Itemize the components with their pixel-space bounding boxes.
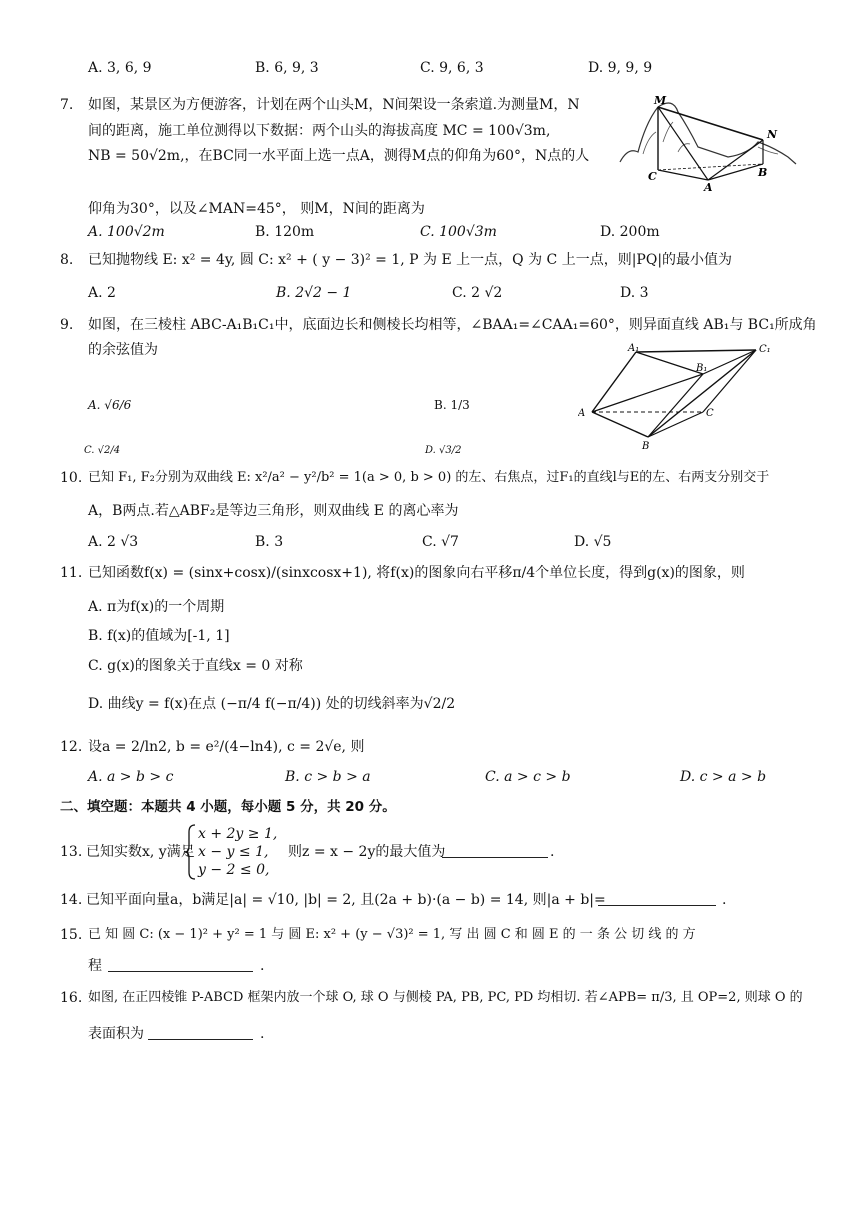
q6-option-d: D. 9, 9, 9	[588, 60, 653, 76]
q9-prism-figure	[578, 342, 778, 452]
q13-post: 则z = x − 2y的最大值为	[288, 844, 446, 860]
q9-text-line2: 的余弦值为	[88, 342, 158, 358]
q16-number: 16.	[60, 990, 83, 1006]
q15-text-line1: 已 知 圆 C: (x − 1)² + y² = 1 与 圆 E: x² + (y − √3)² = 1, 写 出 圆 C 和 圆 E 的 一 条 公 切 线 的 方	[88, 927, 696, 942]
q7-label-n: N	[767, 128, 778, 141]
q16-answer-blank[interactable]	[148, 1025, 253, 1040]
q15-answer-blank[interactable]	[108, 957, 253, 972]
q13-number: 13.	[60, 844, 83, 860]
q16-text-line2: 表面积为	[88, 1026, 144, 1042]
q9-label-c: C	[706, 408, 714, 419]
q12-option-a: A. a > b > c	[88, 769, 174, 785]
q6-option-c: C. 9, 6, 3	[420, 60, 484, 76]
q10-option-b: B. 3	[255, 534, 284, 550]
q7-option-a: A. 100√2m	[88, 224, 165, 240]
q16-text-line1: 如图, 在正四棱锥 P-ABCD 框架内放一个球 O, 球 O 与侧棱 PA, PB, PC, PD 均相切. 若∠APB= π/3, 且 OP=2, 则球 O 的	[88, 990, 803, 1005]
q7-text-line4: 仰角为30°，以及∠MAN=45°， 则M，N间的距离为	[88, 201, 425, 217]
q10-option-d: D. √5	[574, 534, 612, 550]
q9-label-c1: C₁	[759, 344, 771, 355]
q14-number: 14.	[60, 892, 83, 908]
q8-option-b: B. 2√2 − 1	[276, 285, 352, 301]
q9-option-d: D. √3/2	[425, 445, 462, 456]
q7-option-b: B. 120m	[255, 224, 315, 240]
q15-number: 15.	[60, 927, 83, 943]
q13-constraint-3: y − 2 ≤ 0,	[198, 862, 270, 878]
q9-option-b: B. 1/3	[434, 398, 470, 412]
q9-label-a1: A₁	[628, 343, 640, 354]
section2-heading: 二、填空题：本题共 4 小题，每小题 5 分，共 20 分。	[60, 799, 396, 815]
q7-text-line3: NB = 50√2m,，在BC同一水平面上选一点A，测得M点的仰角为60°，N点的人	[88, 148, 590, 164]
q6-option-b: B. 6, 9, 3	[255, 60, 319, 76]
q7-option-d: D. 200m	[600, 224, 660, 240]
q14-answer-blank[interactable]	[598, 891, 716, 906]
q7-number: 7.	[60, 97, 74, 113]
q9-label-b1: B₁	[696, 363, 708, 374]
q11-text: 已知函数f(x) = (sinx+cosx)/(sinxcosx+1), 将f(x)的图象向右平移π/4个单位长度，得到g(x)的图象，则	[88, 565, 745, 581]
q12-option-b: B. c > b > a	[285, 769, 371, 785]
q7-text-line2: 间的距离，施工单位测得以下数据：两个山头的海拔高度 MC = 100√3m,	[88, 123, 551, 139]
q7-option-c: C. 100√3m	[420, 224, 497, 240]
q12-option-d: D. c > a > b	[680, 769, 767, 785]
q12-option-c: C. a > c > b	[485, 769, 571, 785]
q11-option-d: D. 曲线y = f(x)在点 (−π/4 f(−π/4)) 处的切线斜率为√2/2	[88, 696, 456, 712]
q15-end: .	[260, 958, 265, 974]
q6-option-a: A. 3, 6, 9	[88, 60, 152, 76]
q12-text: 设a = 2/ln2, b = e²/(4−ln4), c = 2√e, 则	[88, 739, 365, 755]
q7-label-m: M	[654, 94, 667, 107]
q7-mountain-figure	[618, 92, 798, 192]
q9-text-line1: 如图，在三棱柱 ABC-A₁B₁C₁中，底面边长和侧棱长均相等，∠BAA₁=∠CAA₁=60°，则异面直线 AB₁与 BC₁所成角	[88, 317, 817, 333]
q8-option-c: C. 2 √2	[452, 285, 503, 301]
q11-option-a: A. π为f(x)的一个周期	[88, 599, 225, 615]
q9-option-c: C. √2/4	[84, 445, 121, 456]
q12-number: 12.	[60, 739, 83, 755]
q9-label-a: A	[578, 408, 586, 419]
q10-text-line2: A，B两点.若△ABF₂是等边三角形，则双曲线 E 的离心率为	[88, 503, 459, 519]
q13-constraint-1: x + 2y ≥ 1,	[198, 826, 278, 842]
q7-label-b: B	[758, 166, 768, 179]
q10-number: 10.	[60, 470, 83, 486]
q13-end: .	[550, 844, 555, 860]
q11-option-c: C. g(x)的图象关于直线x = 0 对称	[88, 658, 303, 674]
q7-label-a: A	[704, 181, 713, 192]
q7-text-line1: 如图，某景区为方便游客，计划在两个山头M，N间架设一条索道.为测量M，N	[88, 97, 580, 113]
q8-option-a: A. 2	[88, 285, 116, 301]
q9-label-b: B	[642, 441, 650, 452]
q15-text-line2: 程	[88, 958, 102, 974]
q13-brace-icon	[184, 824, 196, 880]
q10-option-a: A. 2 √3	[88, 534, 139, 550]
q13-answer-blank[interactable]	[442, 843, 548, 858]
q10-text-line1: 已知 F₁, F₂分别为双曲线 E: x²/a² − y²/b² = 1(a > 0, b > 0) 的左、右焦点，过F₁的直线l与E的左、右两支分别交于	[88, 470, 770, 485]
q14-text: 已知平面向量a，b满足|a| = √10, |b| = 2, 且(2a + b)·(a − b) = 14, 则|a + b|=	[86, 892, 606, 908]
q13-constraint-2: x − y ≤ 1,	[198, 844, 269, 860]
q8-number: 8.	[60, 252, 74, 268]
q9-number: 9.	[60, 317, 74, 333]
q9-option-a: A. √6/6	[88, 398, 132, 412]
q14-end: .	[722, 892, 727, 908]
q10-option-c: C. √7	[422, 534, 459, 550]
q8-text: 已知抛物线 E: x² = 4y, 圆 C: x² + ( y − 3)² = 1, P 为 E 上一点，Q 为 C 上一点，则|PQ|的最小值为	[88, 252, 733, 268]
q11-option-b: B. f(x)的值域为[-1, 1]	[88, 628, 230, 644]
q16-end: .	[260, 1026, 265, 1042]
q11-number: 11.	[60, 565, 83, 581]
q8-option-d: D. 3	[620, 285, 649, 301]
q13-pre: 已知实数x, y满足	[86, 844, 195, 860]
q7-label-c: C	[648, 170, 657, 183]
